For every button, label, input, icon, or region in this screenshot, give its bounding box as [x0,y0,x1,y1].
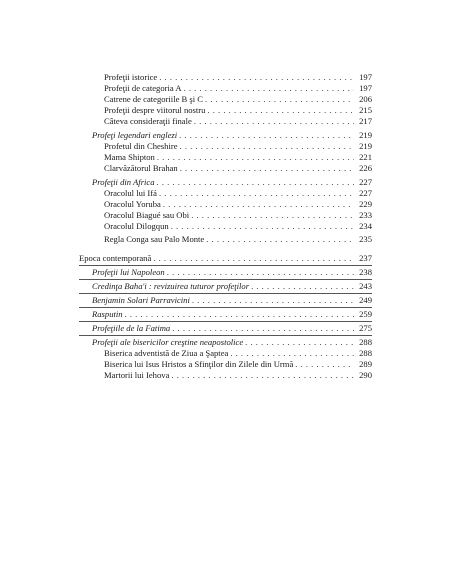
toc-entry-page: 219 [359,130,372,140]
toc-entry-page: 226 [359,163,372,173]
toc-part-title: Epoca contemporană [79,253,152,263]
toc-entry-title: Profeţii despre viitorul nostru [104,105,206,115]
toc-section [92,281,372,292]
toc-section [92,309,372,320]
dot-leader [191,210,354,221]
toc-section [92,323,372,334]
toc-section [92,295,372,306]
dot-leader [180,163,354,174]
toc-entry-page: 243 [359,281,372,291]
toc-divider [79,279,372,280]
toc-divider [79,307,372,308]
dot-leader [206,234,354,245]
toc-entry-title: Catrene de categoriile B şi C [104,94,204,104]
toc-divider [79,265,372,266]
toc-entry-page: 235 [359,234,372,244]
toc-entry [104,105,372,116]
dot-leader [230,348,354,359]
toc-entry-page: 197 [359,72,372,82]
toc-entry-title: Profetul din Cheshire [104,141,178,151]
dot-leader [153,253,354,264]
toc-entry [104,370,372,381]
toc-entry-page: 238 [359,267,372,277]
toc-divider [79,293,372,294]
dot-leader [159,72,354,83]
dot-leader [180,141,354,152]
toc-entry-title: Martorii lui Iehova [104,370,170,380]
toc-entry [104,359,372,370]
toc-entry-page: 217 [359,116,372,126]
toc-entry [104,234,372,245]
toc-entry-title: Oracolul Biagué sau Obi [104,210,190,220]
toc-entry [104,188,372,199]
toc-section-title: Profeţii ale bisericilor creştine neapostolice [92,337,244,347]
toc-section-title: Rasputin [92,309,123,319]
dot-leader [163,199,354,210]
toc-entry-page: 288 [359,337,372,347]
toc-entry [104,221,372,232]
dot-leader [172,323,354,334]
toc-entry-title: Oracolul lui Ifá [104,188,157,198]
toc-entry-title: Profeţii de categoria A [104,83,182,93]
toc-entry-page: 288 [359,348,372,358]
dot-leader [192,295,354,306]
toc-section-title: Credinţa Baha'i : revizuirea tuturor profeţilor [92,281,250,291]
toc-section-title: Profeţi legendari englezi [92,130,178,140]
toc-divider [79,335,372,336]
toc-entry-title: Oracolul Yoruba [104,199,161,209]
toc-entry-page: 275 [359,323,372,333]
toc-entry-page: 221 [359,152,372,162]
toc-section [92,177,372,188]
toc-part [79,253,372,264]
toc-section-title: Profeţii din Africa [92,177,155,187]
toc-entry-page: 290 [359,370,372,380]
toc-entry-title: Biserica lui Isus Hristos a Sfinţilor din Zilele din Urmă [104,359,294,369]
toc-divider [79,321,372,322]
dot-leader [157,177,354,188]
toc-entry-title: Mama Shipton [104,152,155,162]
toc-entry-page: 229 [359,199,372,209]
toc-entry [104,348,372,359]
toc-entry [104,141,372,152]
toc-entry [104,94,372,105]
dot-leader [207,105,354,116]
toc-entry-page: 219 [359,141,372,151]
dot-leader [295,359,354,370]
toc-entry-page: 237 [359,253,372,263]
toc-entry-page: 259 [359,309,372,319]
toc-entry-page: 227 [359,188,372,198]
toc-entry [104,72,372,83]
dot-leader [125,309,354,320]
toc-section-title: Profeţii lui Napoleon [92,267,165,277]
dot-leader [205,94,354,105]
dot-leader [171,221,354,232]
dot-leader [167,267,354,278]
toc-entry [104,199,372,210]
toc-entry-page: 233 [359,210,372,220]
toc-entry [104,152,372,163]
toc-entry-page: 197 [359,83,372,93]
toc-entry [104,116,372,127]
toc-entry-page: 215 [359,105,372,115]
toc-entry-page: 249 [359,295,372,305]
dot-leader [194,116,354,127]
toc-entry-page: 234 [359,221,372,231]
toc-entry-page: 206 [359,94,372,104]
toc-section [92,267,372,278]
toc-entry-title: Oracolul Dilogqun [104,221,169,231]
toc-entry-title: Câteva consideraţii finale [104,116,192,126]
dot-leader [157,152,354,163]
toc-entry-title: Clarvăzătorul Brahan [104,163,178,173]
toc-entry [104,210,372,221]
toc-section [92,130,372,141]
toc-entry-page: 227 [359,177,372,187]
toc-entry-title: Regla Conga sau Palo Monte [104,234,205,244]
toc-section-title: Profeţiile de la Fatima [92,323,171,333]
dot-leader [171,370,354,381]
toc-section [92,337,372,348]
toc-entry-title: Biserica adventistă de Ziua a Şaptea [104,348,229,358]
toc-entry [104,163,372,174]
dot-leader [159,188,354,199]
toc-entry [104,83,372,94]
toc-section-title: Benjamin Solari Parravicini [92,295,190,305]
toc-entry-title: Profeţii istorice [104,72,158,82]
dot-leader [179,130,354,141]
dot-leader [184,83,354,94]
toc-entry-page: 289 [359,359,372,369]
dot-leader [251,281,354,292]
dot-leader [245,337,354,348]
